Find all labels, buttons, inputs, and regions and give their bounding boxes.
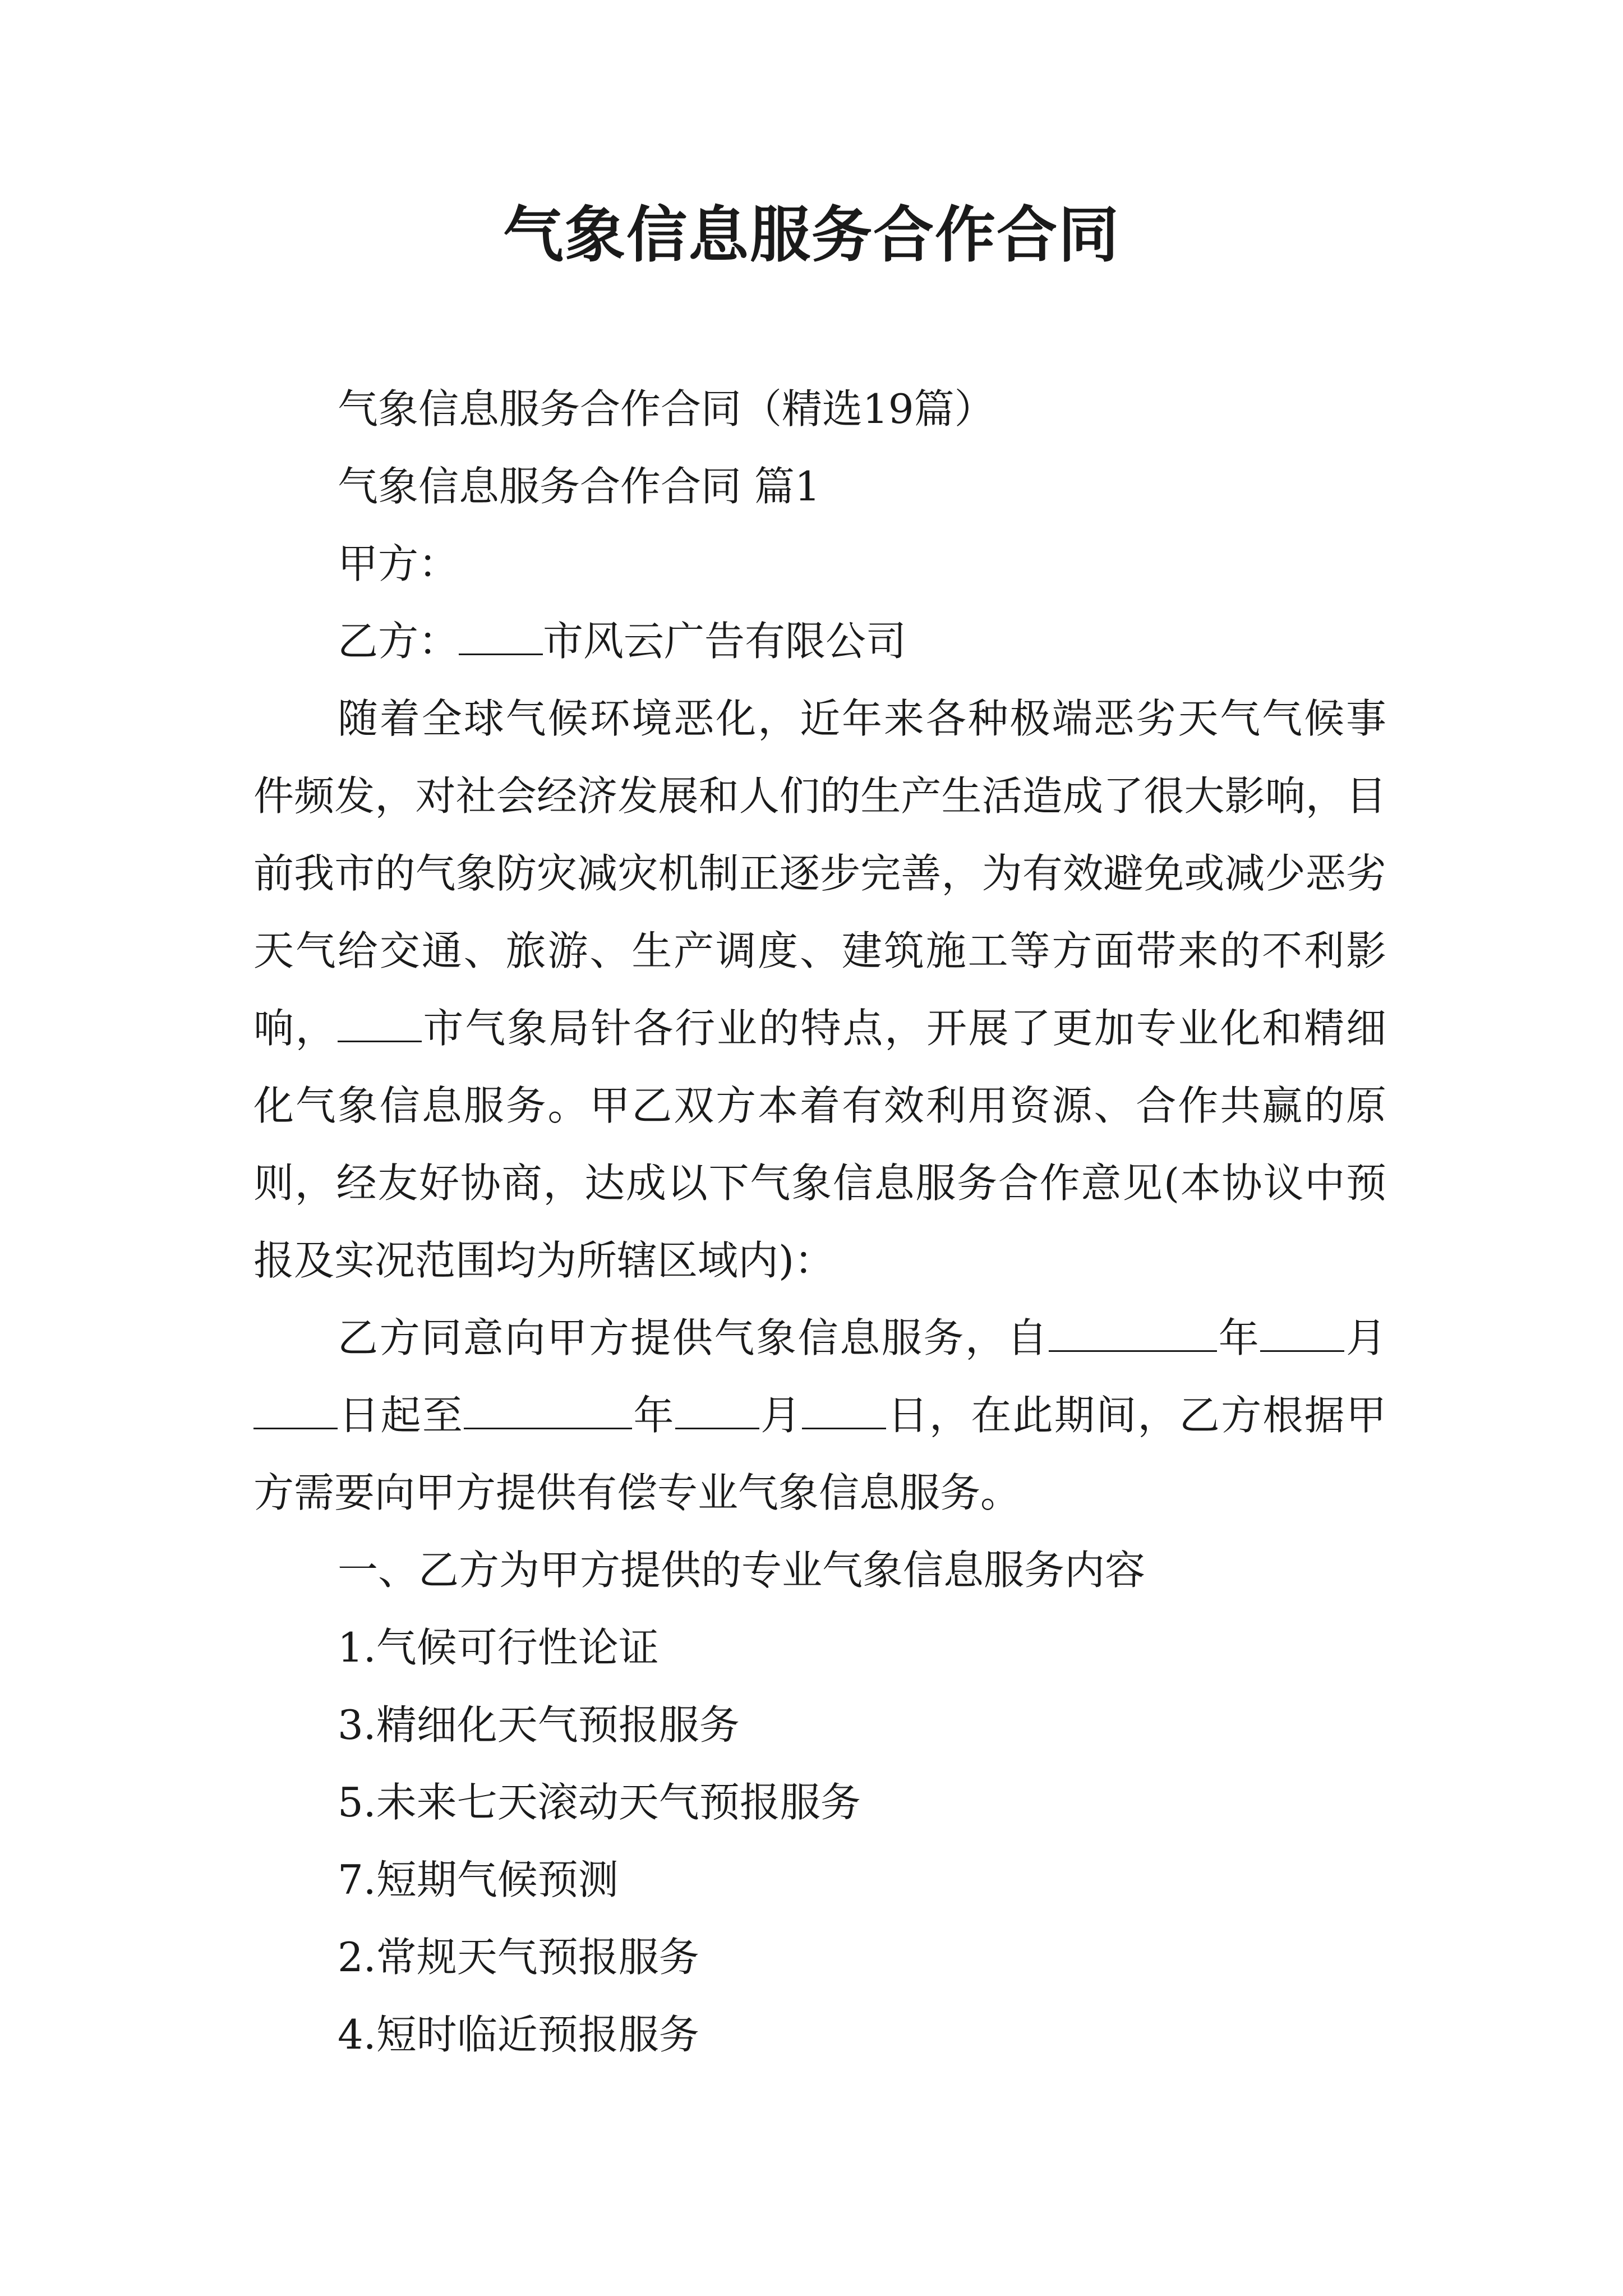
intro-text-2: 市气象局针各行业的特点，开展了更加专业化和精细化气象信息服务。甲乙双方本着有效利用资源、合作共赢的原则，经友好协商，达成以下气象信息服务合作意见(本协议中预报及实况范围均为所辖区域内)： [253,1005,1386,1284]
list-item: 4.短时临近预报服务 [338,2011,699,2058]
document-body [253,370,1386,2073]
party-b-name: 市风云广告有限公司 [543,618,907,665]
term-year-2: 年 [632,1392,675,1439]
document-title: 气象信息服务合作合同 [502,200,1120,270]
section1-heading: 一、乙方为甲方提供的专业气象信息服务内容 [338,1547,1146,1594]
term-year-1: 年 [1217,1314,1261,1361]
blank-city [459,620,543,655]
term-text-2: 日，在此期间，乙方根据甲方需要向甲方提供有偿专业气象信息服务。 [253,1392,1386,1516]
blank-start-day [253,1394,338,1429]
party-b-label: 乙方： [338,618,459,665]
term-day-start: 日起至 [338,1392,464,1439]
list-item: 7.短期气候预测 [338,1856,619,1903]
blank-end-month [675,1394,759,1429]
party-a-line [253,525,1386,602]
term-month-1: 月 [1344,1314,1386,1361]
blank-end-year [464,1394,632,1429]
list-item: 2.常规天气预报服务 [338,1934,699,1981]
blank-start-month [1260,1317,1344,1352]
intro-paragraph [253,680,1386,1299]
list-item: 5.未来七天滚动天气预报服务 [338,1779,861,1826]
blank-end-day [802,1394,886,1429]
intro-text-1: 随着全球气候环境恶化，近年来各种极端恶劣天气气候事件频发，对社会经济发展和人们的生产生活造成了很大影响，目前我市的气象防灾减灾机制正逐步完善，为有效避免或减少恶劣天气给交通、旅游、生产调度、建筑施工等方面带来的不利影响， [253,695,1386,1052]
party-a-label: 甲方： [338,540,459,587]
list-item: 3.精细化天气预报服务 [338,1701,740,1749]
document-subtitle: 气象信息服务合作合同（精选19篇） [338,385,995,432]
term-text-1: 乙方同意向甲方提供气象信息服务，自 [338,1314,1049,1361]
section-heading: 气象信息服务合作合同 篇1 [338,463,820,510]
blank-start-year [1049,1317,1217,1352]
list-item: 1.气候可行性论证 [338,1624,659,1671]
term-month-2: 月 [759,1392,803,1439]
party-b-line [253,602,1386,680]
blank-city-2 [338,1007,422,1042]
term-paragraph [253,1299,1386,1531]
